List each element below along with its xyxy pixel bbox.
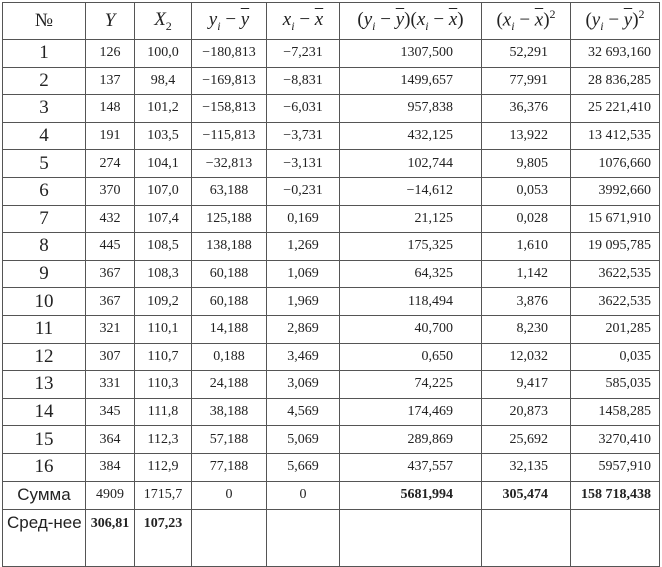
empty-cell: [571, 509, 660, 566]
row-number: 14: [3, 398, 86, 426]
cell-product: 437,557: [340, 453, 482, 481]
cell-dev-x: 1,969: [267, 288, 340, 316]
cell-dev-x: 2,869: [267, 315, 340, 343]
cell-dev-y: −158,813: [192, 95, 267, 123]
cell-square-x: 9,805: [482, 150, 571, 178]
cell-dev-x: −6,031: [267, 95, 340, 123]
cell-dev-y: 57,188: [192, 426, 267, 454]
table-row: [3, 371, 660, 399]
row-number: 2: [3, 67, 86, 95]
header-product: $(y_i - \overline{y})(x_i - \overline{x})$: [340, 3, 482, 40]
sum-dev-y: 0: [192, 481, 267, 509]
cell-x2: 104,1: [135, 150, 192, 178]
cell-x2: 108,3: [135, 260, 192, 288]
cell-product: −14,612: [340, 177, 482, 205]
cell-dev-y: 0,188: [192, 343, 267, 371]
cell-dev-x: 4,569: [267, 398, 340, 426]
cell-y: 137: [86, 67, 135, 95]
sum-row: [3, 481, 660, 509]
cell-square-y: 13 412,535: [571, 122, 660, 150]
cell-product: 40,700: [340, 315, 482, 343]
cell-y: 370: [86, 177, 135, 205]
cell-dev-x: −8,831: [267, 67, 340, 95]
cell-dev-y: 138,188: [192, 233, 267, 261]
row-number: 8: [3, 233, 86, 261]
cell-square-y: 32 693,160: [571, 40, 660, 68]
row-number: 12: [3, 343, 86, 371]
cell-product: 1499,657: [340, 67, 482, 95]
cell-x2: 110,7: [135, 343, 192, 371]
cell-x2: 107,4: [135, 205, 192, 233]
sum-dev-x: 0: [267, 481, 340, 509]
regression-table: [2, 2, 660, 567]
cell-product: 102,744: [340, 150, 482, 178]
cell-square-x: 8,230: [482, 315, 571, 343]
cell-product: 118,494: [340, 288, 482, 316]
average-y: 306,81: [86, 509, 135, 566]
table-row: [3, 233, 660, 261]
cell-dev-y: 24,188: [192, 371, 267, 399]
cell-x2: 107,0: [135, 177, 192, 205]
row-number: 3: [3, 95, 86, 123]
cell-x2: 112,9: [135, 453, 192, 481]
cell-product: 74,225: [340, 371, 482, 399]
cell-square-x: 3,876: [482, 288, 571, 316]
cell-square-y: 585,035: [571, 371, 660, 399]
cell-product: 0,650: [340, 343, 482, 371]
table-row: [3, 426, 660, 454]
cell-square-y: 3270,410: [571, 426, 660, 454]
cell-dev-x: 3,069: [267, 371, 340, 399]
cell-square-y: 28 836,285: [571, 67, 660, 95]
table-row: [3, 260, 660, 288]
average-label: Сред-нее: [3, 509, 86, 566]
cell-y: 126: [86, 40, 135, 68]
cell-dev-y: −180,813: [192, 40, 267, 68]
header-dev-y: $y_i - \overline{y}$: [192, 3, 267, 40]
table-row: [3, 453, 660, 481]
cell-square-x: 32,135: [482, 453, 571, 481]
header-x2: $X_2$: [135, 3, 192, 40]
cell-square-y: 3992,660: [571, 177, 660, 205]
header-y: Y: [86, 3, 135, 40]
cell-dev-x: 0,169: [267, 205, 340, 233]
table-row: [3, 398, 660, 426]
row-number: 4: [3, 122, 86, 150]
cell-y: 345: [86, 398, 135, 426]
cell-square-x: 20,873: [482, 398, 571, 426]
cell-square-x: 77,991: [482, 67, 571, 95]
cell-product: 1307,500: [340, 40, 482, 68]
cell-square-x: 52,291: [482, 40, 571, 68]
cell-dev-x: −7,231: [267, 40, 340, 68]
cell-y: 364: [86, 426, 135, 454]
header-dev-x: $x_i - \overline{x}$: [267, 3, 340, 40]
cell-dev-x: 1,069: [267, 260, 340, 288]
cell-dev-y: 60,188: [192, 260, 267, 288]
header-number: №: [3, 3, 86, 40]
table-row: [3, 288, 660, 316]
row-number: 13: [3, 371, 86, 399]
cell-dev-y: 60,188: [192, 288, 267, 316]
cell-y: 148: [86, 95, 135, 123]
cell-square-y: 201,285: [571, 315, 660, 343]
empty-cell: [267, 509, 340, 566]
cell-x2: 110,1: [135, 315, 192, 343]
cell-x2: 101,2: [135, 95, 192, 123]
cell-dev-y: 125,188: [192, 205, 267, 233]
cell-dev-y: 38,188: [192, 398, 267, 426]
average-row: [3, 509, 660, 566]
cell-square-x: 1,610: [482, 233, 571, 261]
row-number: 16: [3, 453, 86, 481]
cell-square-x: 1,142: [482, 260, 571, 288]
row-number: 7: [3, 205, 86, 233]
table-row: [3, 150, 660, 178]
cell-x2: 112,3: [135, 426, 192, 454]
cell-dev-y: 63,188: [192, 177, 267, 205]
cell-square-y: 1076,660: [571, 150, 660, 178]
cell-square-y: 0,035: [571, 343, 660, 371]
cell-square-x: 12,032: [482, 343, 571, 371]
sum-square-y: 158 718,438: [571, 481, 660, 509]
row-number: 11: [3, 315, 86, 343]
row-number: 10: [3, 288, 86, 316]
cell-dev-x: 5,669: [267, 453, 340, 481]
sum-product: 5681,994: [340, 481, 482, 509]
row-number: 6: [3, 177, 86, 205]
cell-y: 191: [86, 122, 135, 150]
cell-product: 175,325: [340, 233, 482, 261]
row-number: 9: [3, 260, 86, 288]
cell-y: 445: [86, 233, 135, 261]
sum-label: Сумма: [3, 481, 86, 509]
row-number: 5: [3, 150, 86, 178]
cell-square-x: 13,922: [482, 122, 571, 150]
cell-x2: 100,0: [135, 40, 192, 68]
header-square-x: $(x_i - \overline{x})^2$: [482, 3, 571, 40]
cell-product: 174,469: [340, 398, 482, 426]
cell-y: 432: [86, 205, 135, 233]
cell-product: 957,838: [340, 95, 482, 123]
table-row: [3, 67, 660, 95]
table-row: [3, 95, 660, 123]
cell-dev-y: −115,813: [192, 122, 267, 150]
cell-y: 384: [86, 453, 135, 481]
cell-y: 367: [86, 260, 135, 288]
cell-square-y: 1458,285: [571, 398, 660, 426]
cell-product: 432,125: [340, 122, 482, 150]
cell-square-y: 19 095,785: [571, 233, 660, 261]
table-row: [3, 315, 660, 343]
cell-y: 307: [86, 343, 135, 371]
cell-dev-x: −3,731: [267, 122, 340, 150]
sum-square-x: 305,474: [482, 481, 571, 509]
cell-square-x: 0,053: [482, 177, 571, 205]
cell-dev-y: −32,813: [192, 150, 267, 178]
cell-x2: 111,8: [135, 398, 192, 426]
cell-square-y: 15 671,910: [571, 205, 660, 233]
table-row: [3, 205, 660, 233]
cell-product: 21,125: [340, 205, 482, 233]
average-x2: 107,23: [135, 509, 192, 566]
cell-square-y: 25 221,410: [571, 95, 660, 123]
table-row: [3, 122, 660, 150]
sum-x2: 1715,7: [135, 481, 192, 509]
header-row: [3, 3, 660, 40]
cell-dev-x: 5,069: [267, 426, 340, 454]
cell-dev-x: 1,269: [267, 233, 340, 261]
cell-square-y: 5957,910: [571, 453, 660, 481]
cell-x2: 109,2: [135, 288, 192, 316]
cell-square-x: 36,376: [482, 95, 571, 123]
cell-dev-y: 14,188: [192, 315, 267, 343]
sum-y: 4909: [86, 481, 135, 509]
cell-square-y: 3622,535: [571, 288, 660, 316]
cell-dev-x: −0,231: [267, 177, 340, 205]
header-square-y: $(y_i - \overline{y})^2$: [571, 3, 660, 40]
table-row: [3, 40, 660, 68]
cell-x2: 108,5: [135, 233, 192, 261]
table-row: [3, 343, 660, 371]
cell-dev-y: 77,188: [192, 453, 267, 481]
empty-cell: [340, 509, 482, 566]
row-number: 15: [3, 426, 86, 454]
cell-y: 274: [86, 150, 135, 178]
empty-cell: [192, 509, 267, 566]
cell-x2: 103,5: [135, 122, 192, 150]
cell-dev-x: −3,131: [267, 150, 340, 178]
row-number: 1: [3, 40, 86, 68]
cell-y: 367: [86, 288, 135, 316]
table-row: [3, 177, 660, 205]
cell-square-y: 3622,535: [571, 260, 660, 288]
cell-square-x: 25,692: [482, 426, 571, 454]
cell-x2: 110,3: [135, 371, 192, 399]
cell-y: 321: [86, 315, 135, 343]
cell-square-x: 0,028: [482, 205, 571, 233]
cell-x2: 98,4: [135, 67, 192, 95]
cell-product: 289,869: [340, 426, 482, 454]
empty-cell: [482, 509, 571, 566]
cell-dev-y: −169,813: [192, 67, 267, 95]
cell-y: 331: [86, 371, 135, 399]
cell-product: 64,325: [340, 260, 482, 288]
cell-square-x: 9,417: [482, 371, 571, 399]
cell-dev-x: 3,469: [267, 343, 340, 371]
